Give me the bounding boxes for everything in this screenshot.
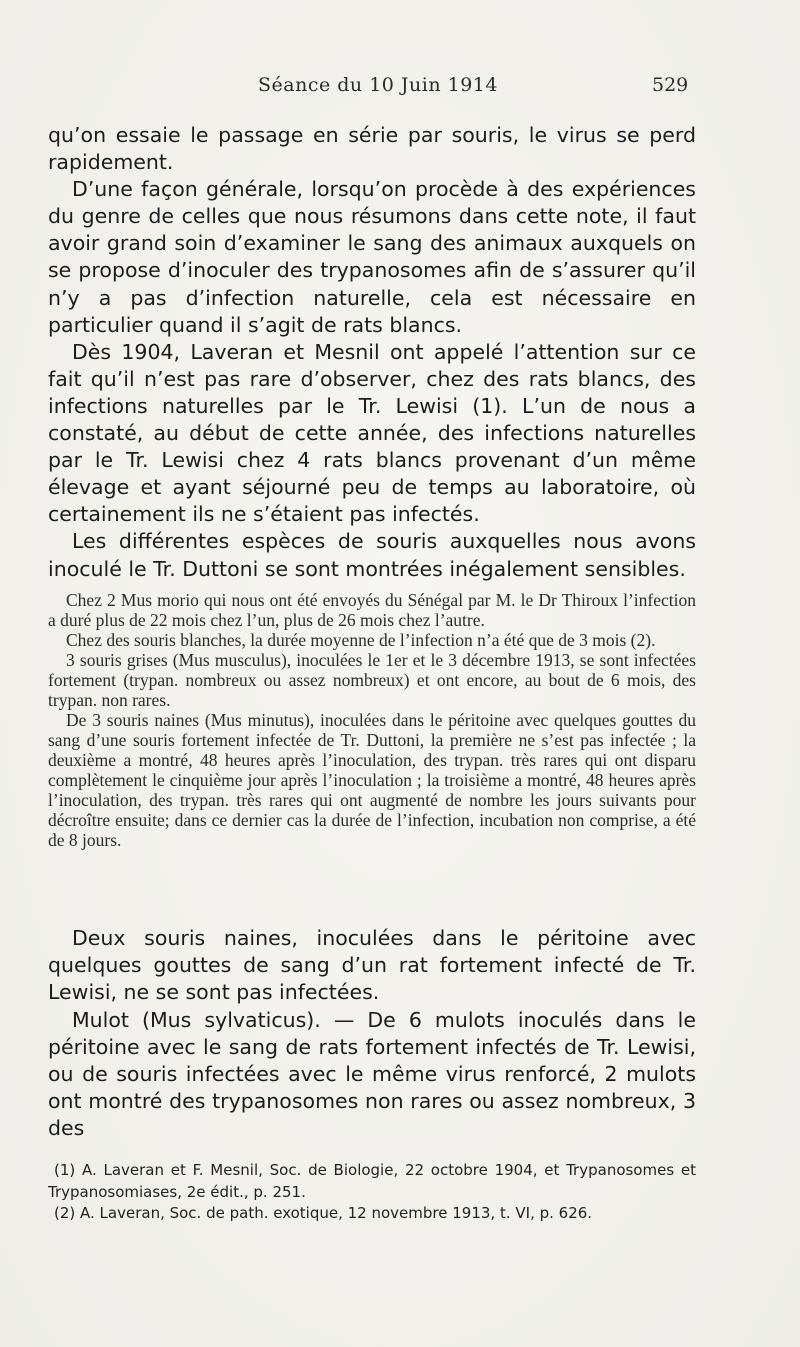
observation-paragraph: Chez des souris blanches, la durée moyenne de l’infection n’a été que de 3 mois (2). [66, 630, 656, 650]
footnote: (2) A. Laveran, Soc. de path. exotique, 12 novembre 1913, t. VI, p. 626. [54, 1204, 593, 1222]
small-print-observations [48, 590, 696, 850]
observation-paragraph: Chez 2 Mus morio qui nous ont été envoyés du Sénégal par M. le Dr Thiroux l’infection a duré plus de 22 mois chez l’un, plus de 26 mois chez l’autre. [48, 590, 696, 630]
main-text [48, 122, 696, 583]
page-header [0, 74, 800, 104]
running-title: Séance du 10 Juin 1914 [258, 74, 498, 96]
footnotes [48, 1160, 696, 1225]
paragraph: Deux souris naines, inoculées dans le péritoine avec quelques gouttes de sang d’un rat fortement infecté de Tr. Lewisi, ne se sont pas infectées. [48, 926, 696, 1005]
observation-paragraph: 3 souris grises (Mus musculus), inoculées le 1er et le 3 décembre 1913, se sont infectées fortement (trypan. nombreux ou assez nombreux) et ont encore, au bout de 6 mois, des trypan. non rares. [48, 650, 696, 710]
paragraph: D’une façon générale, lorsqu’on procède à des expériences du genre de celles que nous résumons dans cette note, il faut avoir grand soin d’examiner le sang des animaux auxquels on se propose d’inoculer des trypanosomes afin de s’assurer qu’il n’y a pas d’infection naturelle, cela est nécessaire en particulier quand il s’agit de rats blancs. [48, 177, 696, 337]
page-number: 529 [652, 74, 689, 96]
lower-text [48, 925, 696, 1143]
footnote: (1) A. Laveran et F. Mesnil, Soc. de Biologie, 22 octobre 1904, et Trypanosomes et Trypanosomiases, 2e édit., p. 251. [48, 1161, 696, 1201]
observation-paragraph: De 3 souris naines (Mus minutus), inoculées dans le péritoine avec quelques gouttes du sang d’une souris fortement infectée de Tr. Duttoni, la première ne s’est pas infectée ; la deuxième a montré, 48 heures après l’inoculation, des trypan. très rares qui ont disparu complètement le cinquième jour après l’inoculation ; la troisième a montré, 48 heures après l’inoculation, des trypan. très rares qui ont augmenté de nombre les jours suivants pour décroître ensuite; dans ce dernier cas la durée de l’infection, incubation non comprise, a été de 8 jours. [48, 710, 696, 850]
paragraph: Dès 1904, Laveran et Mesnil ont appelé l’attention sur ce fait qu’il n’est pas rare d’observer, chez des rats blancs, des infections naturelles par le Tr. Lewisi (1). L’un de nous a constaté, au début de cette année, des infections naturelles par le Tr. Lewisi chez 4 rats blancs provenant d’un même élevage et ayant séjourné peu de temps au laboratoire, où certainement ils ne s’étaient pas infectés. [48, 339, 696, 527]
paragraph: Les différentes espèces de souris auxquelles nous avons inoculé le Tr. Duttoni se sont montrées inégalement sensibles. [48, 529, 696, 581]
paragraph: Mulot (Mus sylvaticus). — De 6 mulots inoculés dans le péritoine avec le sang de rats fortement infectés de Tr. Lewisi, ou de souris infectées avec le même virus renforcé, 2 mulots ont montré des trypanosomes non rares ou assez nombreux, 3 des [48, 1007, 696, 1141]
paragraph: qu’on essaie le passage en série par souris, le virus se perd rapidement. [48, 123, 696, 175]
